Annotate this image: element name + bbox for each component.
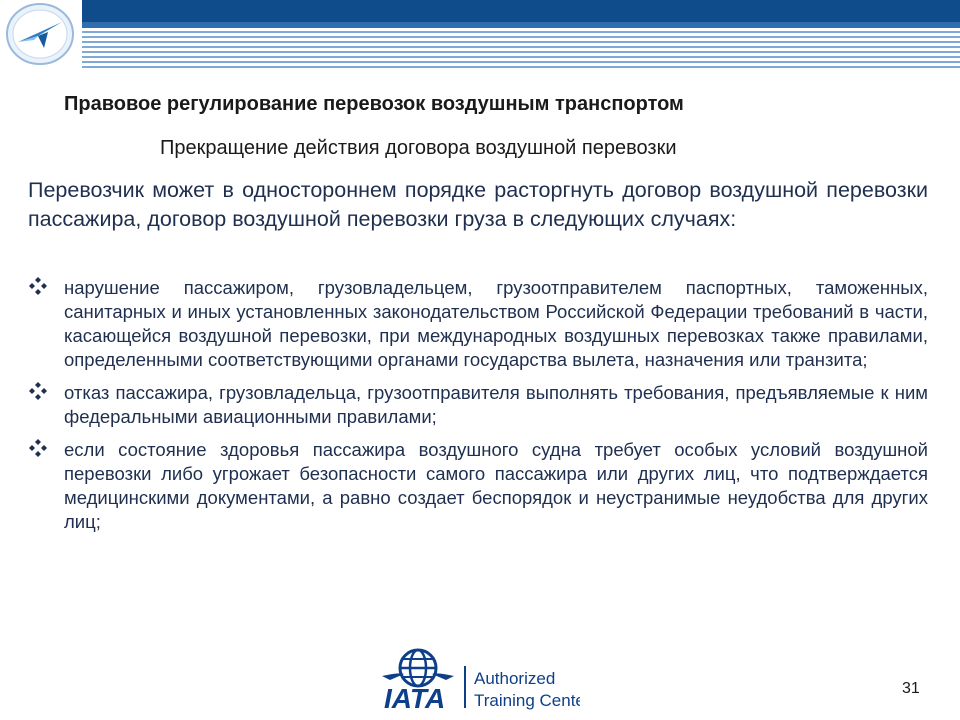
bullet-list [28,276,928,543]
list-item [28,276,928,372]
footer-line2: Training Center [474,691,580,710]
header-band-stripes [82,28,960,68]
page-number: 31 [902,680,920,697]
iata-brand: IATA [384,683,446,712]
logo-divider [464,666,466,708]
bullet-text: если состояние здоровья пассажира воздушного судна требует особых условий воздушной перевозки либо угрожает безопасности самого пассажира или других лиц, что подтверждается медицинскими документами, а равно создает беспорядок и неустранимые неудобства для других лиц; [64,439,928,532]
list-item [28,381,928,429]
bullet-text: отказ пассажира, грузовладельца, грузоотправителя выполнять требования, предъявляемые к ним федеральными авиационными правилами; [64,382,928,427]
bullet-text: нарушение пассажиром, грузовладельцем, грузоотправителем паспортных, таможенных, санитарных и иных установленных законодательством Российской Федерации требований в части, касающейся воздушной перевозки, при международных воздушных перевозках также правилами, определенными соответствующими органами государства вылета, назначения или транзита; [64,277,928,370]
header-band [82,0,960,68]
header-band-dark [82,0,960,22]
intro-paragraph: Перевозчик может в одностороннем порядке расторгнуть договор воздушной перевозки пассажира, договор воздушной перевозки груза в следующих случаях: [28,178,928,231]
slide-subtitle: Прекращение действия договора воздушной перевозки [160,137,677,159]
plane-emblem-icon [4,2,76,66]
footer-line1: Authorized [474,669,556,688]
four-diamond-bullet-icon [28,276,48,296]
four-diamond-bullet-icon [28,438,48,458]
four-diamond-bullet-icon [28,381,48,401]
list-item [28,438,928,534]
slide-title: Правовое регулирование перевозок воздушным транспортом [64,93,684,115]
iata-globe-icon [382,650,454,686]
iata-footer-logo [380,646,580,712]
